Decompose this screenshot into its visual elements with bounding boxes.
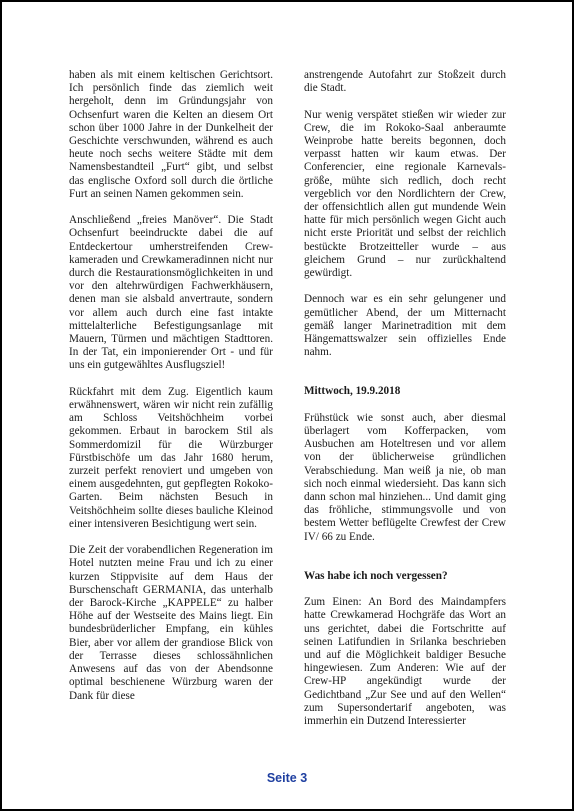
paragraph: Die Zeit der vorabendlichen Regeneration im Hotel nutzten meine Frau und ich zu einer kurzen Stippvisite auf dem Haus der Burschenschaft GERMANIA, das unterhalb der Barock-Kirche „KAPPELE“ zu halber Höhe auf der Westseite des Mains liegt. Ein bundesbrüderlicher Empfang, ein kühles Bier, aber vor allem der grandiose Blick von der Terrasse dieses schlossähnlichen Anwesens auf das von der Abendsonne optimal beschienene Würzburg waren der Dank für diese [69, 544, 273, 702]
paragraph: Nur wenig verspätet stießen wir wieder zur Crew, die im Rokoko-Saal anberaumte Weinprobe hatte bereits begonnen, doch verpasst hatten wir kaum etwas. Der Conferencier, eine regionale Karnevals-größe, mühte sich redlich, doch recht vergeblich vor den Nordlichtern der Crew, der offensichtlich allen gut mundende Wein hatte für mich persönlich wegen Gicht auch nicht erste Priorität und selbst der reichlich bestückte Brotzeitteller wurde – aus gleichem Grund – nur zurückhaltend gewürdigt. [304, 108, 506, 280]
right-text-column [304, 69, 506, 741]
left-text-column [69, 69, 273, 716]
paragraph: Rückfahrt mit dem Zug. Eigentlich kaum erwähnenswert, wären wir nicht rein zufällig am Schloss Veitshöchheim vorbei gekommen. Erbaut in barockem Stil als Sommerdomizil für die Würzburger Fürstbischöfe um das Jahr 1680 herum, zurzeit perfekt renoviert und umgeben von einem ausgedehnten, gut gepflegten Rokoko-Garten. Beim nächsten Besuch in Veitshöchheim sollte dieses bauliche Kleinod einer intensiveren Besichtigung wert sein. [69, 385, 273, 530]
page-number: Seite 3 [266, 771, 308, 785]
section-heading-forgotten: Was habe ich noch vergessen? [304, 569, 448, 582]
paragraph: Zum Einen: An Bord des Maindampfers hatte Crewkamerad Hochgräfe das Wort an uns gerichtet, dabei die Fortschritte auf seinen Latifundien in Srilanka beschrieben und auf die Möglichkeit baldiger Besuche hingewiesen. Zum Anderen: Wie auf der Crew-HP angekündigt wurde der Gedichtband „Zur See und auf den Wellen“ zum Supersondertarif angeboten, was immerhin ein Dutzend Interessierter [304, 596, 506, 728]
paragraph: Dennoch war es ein sehr gelungener und gemütlicher Abend, der um Mitternacht gemäß langer Marinetradition mit dem Hängemattswalzer sein offizielles Ende nahm. [304, 293, 506, 359]
paragraph: Anschließend „freies Manöver“. Die Stadt Ochsenfurt beeindruckte dabei die auf Entdeckertour umherstreifenden Crew-kameraden und Crewkameradinnen nicht nur durch die Restaurationsmöglichkeiten in und vor den altehrwürdigen Fachwerkhäusern, denen man sie alsbald anvertraute, sondern vor allem auch durch eine fast intakte mittelalterliche Befestigungsanlage mit Mauern, Türmen und mächtigen Stadttoren. In der Tat, ein imponierender Ort - und für uns ein gutgewähltes Ausflugsziel! [69, 214, 273, 372]
paragraph: anstrengende Autofahrt zur Stoßzeit durch die Stadt. [304, 69, 506, 95]
paragraph: haben als mit einem keltischen Gerichtsort. Ich persönlich finde das ziemlich weit hergeholt, denn im Gründungsjahr von Ochsenfurt waren die Kelten an diesem Ort schon über 1000 Jahre in der Dunkelheit der Geschichte verschwunden, während es auch heute noch sechs weitere Städte mit dem Namensbestandteil „Furt“ gibt, und selbst das englische Oxford soll durch die örtliche Furt an seinen Namen gekommen sein. [69, 69, 273, 200]
paragraph: Frühstück wie sonst auch, aber diesmal überlagert vom Kofferpacken, vom Ausbuchen am Hoteltresen und vor allem von der üblicherweise gründlichen Verabschiedung. Man weiß ja nie, ob man sich noch einmal wiedersieht. Das kann sich dann schon mal hinziehen... Und damit ging das fröhliche, stimmungsvolle und von bestem Wetter beflügelte Crewfest der Crew IV/ 66 zu Ende. [304, 411, 506, 543]
section-heading-wednesday: Mittwoch, 19.9.2018 [304, 385, 401, 398]
